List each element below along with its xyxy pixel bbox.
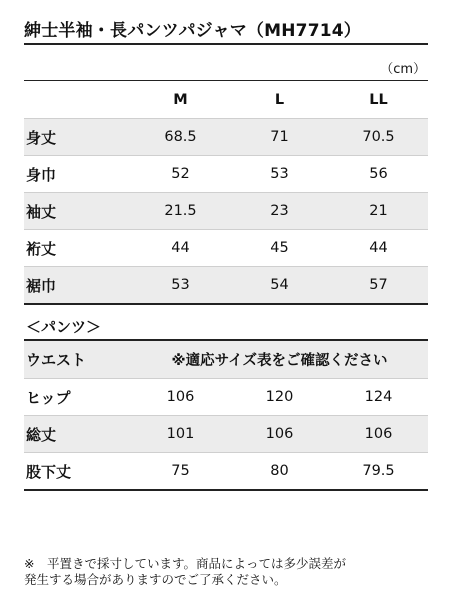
table-row [24, 192, 428, 229]
footnote [24, 556, 434, 588]
row-label: 裾巾 [26, 276, 57, 295]
header-size-m: M [173, 91, 188, 108]
header-size-l: L [274, 91, 285, 108]
row-value-m: 52 [171, 166, 190, 182]
row-value-l: 45 [270, 240, 289, 256]
row-label: 総丈 [26, 425, 57, 444]
row-value-m: 106 [166, 389, 195, 405]
top-size-table [24, 80, 428, 305]
pants-heading: ＜パンツ＞ [26, 318, 102, 336]
table-row [24, 155, 428, 192]
row-value-m: 101 [166, 426, 195, 442]
title-block [24, 20, 428, 45]
row-label: 袖丈 [26, 202, 57, 221]
unit-label: （cm） [380, 62, 426, 77]
row-value-ll: 56 [369, 166, 388, 182]
row-value-ll: 44 [369, 240, 388, 256]
row-label: 身巾 [26, 165, 57, 184]
table-row [24, 118, 428, 155]
table-row [24, 452, 428, 489]
row-value-ll: 70.5 [362, 129, 395, 145]
table-row [24, 266, 428, 303]
row-value-l: 53 [270, 166, 289, 182]
row-value-m: 53 [171, 277, 190, 293]
waist-note: ※適応サイズ表をご確認ください [171, 353, 388, 369]
row-value-ll: 57 [369, 277, 388, 293]
row-value-l: 71 [270, 129, 289, 145]
row-value-m: 68.5 [164, 129, 197, 145]
table-row [24, 229, 428, 266]
title-underline [24, 43, 428, 45]
table-row [24, 415, 428, 452]
row-value-ll: 21 [369, 203, 388, 219]
row-label: ウエスト [26, 351, 87, 369]
waist-row [24, 341, 428, 378]
pants-size-table [24, 341, 428, 491]
row-value-l: 80 [270, 463, 289, 479]
row-label: 裄丈 [26, 239, 57, 258]
row-value-ll: 124 [364, 389, 393, 405]
row-value-m: 21.5 [164, 203, 197, 219]
row-label: ヒップ [26, 388, 71, 407]
footnote-line-2: 発生する場合がありますのでご了承ください。 [24, 572, 287, 587]
row-label: 身丈 [26, 128, 57, 147]
table-bottom-rule [24, 489, 428, 491]
row-value-ll: 79.5 [362, 463, 395, 479]
pants-section [24, 318, 428, 491]
row-value-m: 44 [171, 240, 190, 256]
table-row [24, 378, 428, 415]
header-size-ll: LL [369, 91, 388, 108]
row-label: 股下丈 [26, 462, 72, 481]
row-value-l: 106 [265, 426, 294, 442]
row-value-l: 23 [270, 203, 289, 219]
row-value-ll: 106 [364, 426, 393, 442]
row-value-l: 120 [265, 389, 294, 405]
row-value-m: 75 [171, 463, 190, 479]
table-bottom-rule [24, 303, 428, 305]
table-header-row [24, 81, 428, 118]
page-title: 紳士半袖・長パンツパジャマ（MH7714） [24, 21, 361, 41]
footnote-line-1: ※ 平置きで採寸しています。商品によっては多少誤差が [24, 556, 346, 571]
row-value-l: 54 [270, 277, 289, 293]
